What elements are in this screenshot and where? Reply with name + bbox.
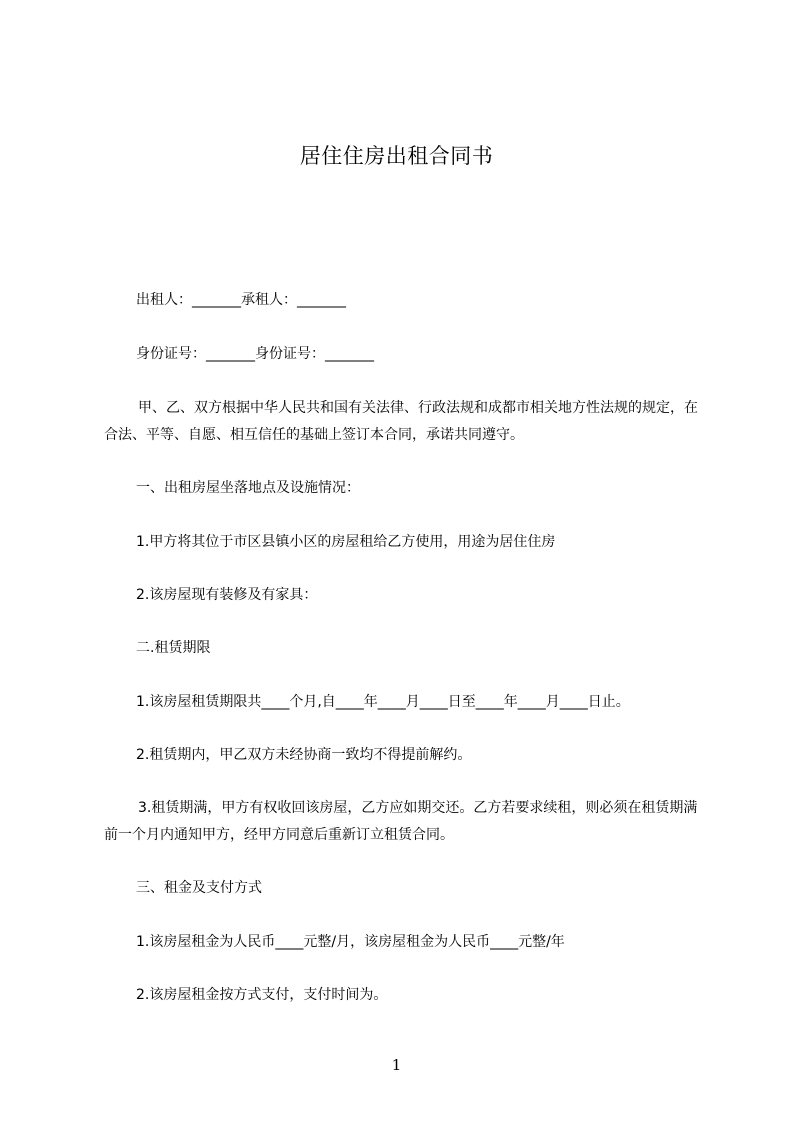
section2-item1: 1.该房屋租赁期限共____个月,自____年____月____日至____年____月____日止。: [136, 694, 630, 710]
parties-line: 出租人：_______承租人：_______: [136, 292, 346, 308]
page-number: 1: [391, 1056, 402, 1074]
id-number-line: 身份证号：_______身份证号：_______: [136, 346, 374, 362]
section1-item2: 2.该房屋现有装修及有家具：: [136, 587, 318, 603]
section1-heading: 一、出租房屋坐落地点及设施情况：: [136, 480, 360, 496]
section2-heading: 二.租赁期限: [136, 640, 211, 656]
document-title: 居住住房出租合同书: [299, 144, 494, 168]
section3-item2: 2.该房屋租金按方式支付，支付时间为。: [136, 987, 388, 1003]
preamble-paragraph: 甲、乙、双方根据中华人民共和国有关法律、行政法规和成都市相关地方性法规的规定，在合法、平等、自愿、相互信任的基础上签订本合同，承诺共同遵守。: [104, 400, 698, 443]
section2-item2: 2.租赁期内，甲乙双方未经协商一致均不得提前解约。: [136, 747, 472, 763]
section3-heading: 三、租金及支付方式: [136, 880, 262, 896]
section1-item1: 1.甲方将其位于市区县镇小区的房屋租给乙方使用，用途为居住住房: [136, 534, 556, 550]
section2-item3: 3.租赁期满，甲方有权收回该房屋，乙方应如期交还。乙方若要求续租，则必须在租赁期满前一个月内通知甲方，经甲方同意后重新订立租赁合同。: [104, 800, 698, 843]
section3-item1: 1.该房屋租金为人民币____元整/月，该房屋租金为人民币____元整/年: [136, 934, 565, 950]
